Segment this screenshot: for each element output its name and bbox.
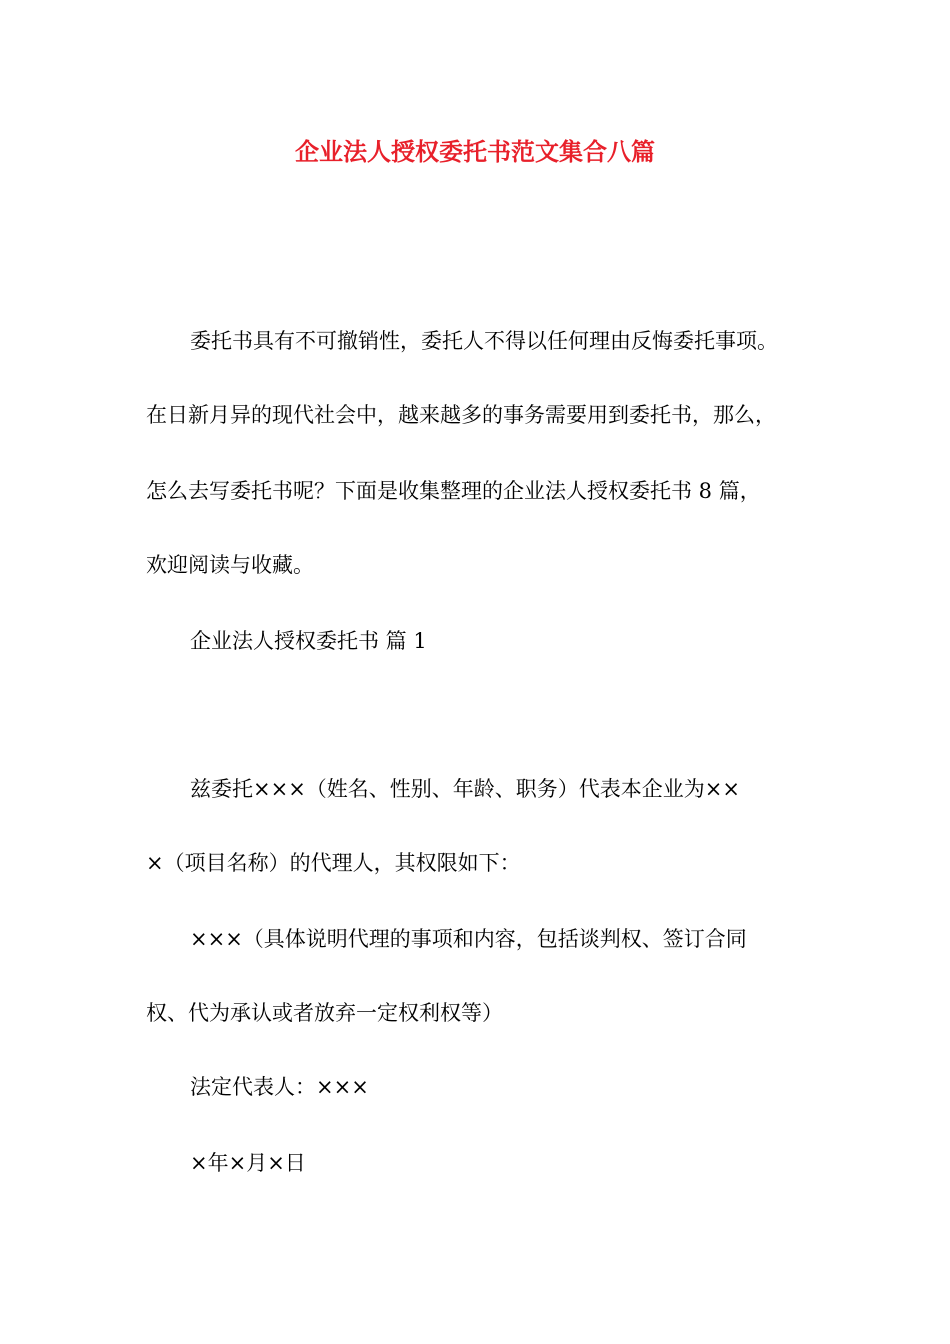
paragraph-1-line-1: 兹委托×××（姓名、性别、年龄、职务）代表本企业为×× [190, 777, 740, 801]
date-line: ×年×月×日 [190, 1151, 306, 1175]
intro-line-4: 欢迎阅读与收藏。 [146, 553, 314, 577]
paragraph-1-line-2: ×（项目名称）的代理人，其权限如下： [146, 851, 521, 875]
document-title: 企业法人授权委托书范文集合八篇 [295, 137, 655, 166]
paragraph-2-line-2: 权、代为承认或者放弃一定权利权等） [146, 1001, 503, 1025]
section-heading: 企业法人授权委托书 篇 1 [190, 629, 427, 653]
intro-line-1: 委托书具有不可撤销性，委托人不得以任何理由反悔委托事项。 [190, 329, 778, 353]
intro-line-2: 在日新月异的现代社会中，越来越多的事务需要用到委托书，那么， [146, 403, 776, 427]
intro-line-3: 怎么去写委托书呢？下面是收集整理的企业法人授权委托书 8 篇， [146, 479, 761, 503]
signature-line: 法定代表人：××× [190, 1075, 369, 1099]
paragraph-2-line-1: ×××（具体说明代理的事项和内容，包括谈判权、签订合同 [190, 927, 747, 951]
